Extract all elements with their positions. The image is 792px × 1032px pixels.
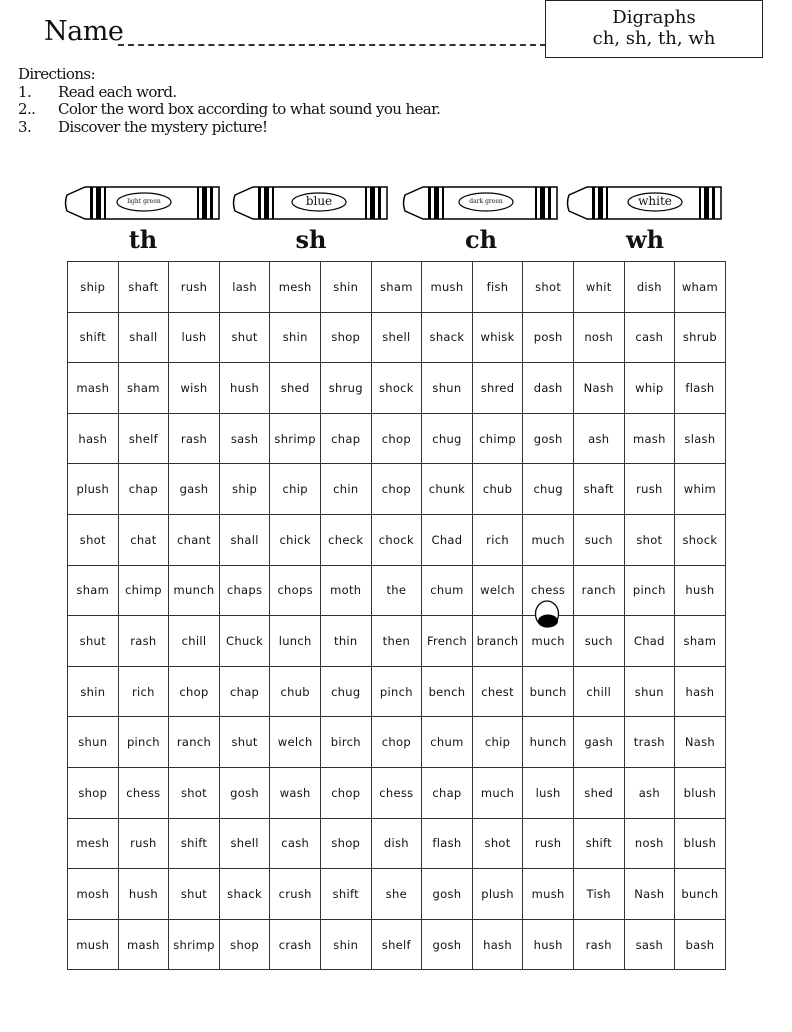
word-box[interactable]: bunch	[523, 666, 574, 717]
word-box[interactable]: wham	[675, 262, 726, 313]
word-box[interactable]: chug	[523, 464, 574, 515]
word-box[interactable]: rush	[523, 818, 574, 869]
word-box[interactable]: whit	[573, 262, 624, 313]
word-box[interactable]: chimp	[472, 413, 523, 464]
word-box[interactable]: ship	[219, 464, 270, 515]
word-box[interactable]: shall	[118, 312, 169, 363]
word-box[interactable]: hush	[523, 919, 574, 970]
grid-row	[68, 464, 726, 515]
word-box[interactable]: shin	[270, 312, 321, 363]
crayon-key-th	[63, 185, 223, 255]
word-box[interactable]: Chad	[422, 514, 473, 565]
word-box[interactable]: shift	[169, 818, 220, 869]
word-box[interactable]: lunch	[270, 616, 321, 667]
word-box[interactable]: wash	[270, 767, 321, 818]
word-box[interactable]: chum	[422, 717, 473, 768]
word-box[interactable]: mash	[118, 919, 169, 970]
word-box[interactable]: bash	[675, 919, 726, 970]
grid-row	[68, 919, 726, 970]
crayon-color-label: white	[638, 194, 672, 208]
word-box[interactable]: chap	[320, 413, 371, 464]
direction-step	[18, 84, 440, 102]
title-line-1: Digraphs	[612, 7, 696, 28]
word-box[interactable]: shell	[219, 818, 270, 869]
grid-row	[68, 869, 726, 920]
word-box[interactable]: mush	[422, 262, 473, 313]
word-box[interactable]: shot	[523, 262, 574, 313]
crayon-color-label: blue	[305, 194, 333, 208]
word-box[interactable]: mash	[68, 363, 119, 414]
word-box[interactable]: whisk	[472, 312, 523, 363]
word-box[interactable]: ranch	[169, 717, 220, 768]
directions-heading: Directions:	[18, 65, 95, 83]
word-box[interactable]: hash	[472, 919, 523, 970]
word-box[interactable]: chock	[371, 514, 422, 565]
word-box[interactable]: sham	[371, 262, 422, 313]
digraph-label: wh	[625, 225, 665, 254]
digraph-label: ch	[464, 225, 498, 254]
digraph-label: sh	[295, 225, 327, 254]
word-box[interactable]: hash	[675, 666, 726, 717]
word-grid	[67, 261, 726, 970]
direction-step	[18, 119, 440, 137]
step-text: Read each word.	[58, 82, 177, 101]
word-box[interactable]: pinch	[118, 717, 169, 768]
word-box[interactable]: such	[573, 514, 624, 565]
word-box[interactable]: shift	[573, 818, 624, 869]
step-text: Discover the mystery picture!	[58, 117, 268, 136]
name-label: Name	[44, 16, 124, 47]
word-box[interactable]: trash	[624, 717, 675, 768]
word-box[interactable]: gash	[573, 717, 624, 768]
word-box[interactable]: shack	[422, 312, 473, 363]
word-box[interactable]: cash	[270, 818, 321, 869]
word-box[interactable]: shin	[320, 262, 371, 313]
word-box[interactable]: chub	[472, 464, 523, 515]
word-box[interactable]: hush	[118, 869, 169, 920]
grid-row	[68, 717, 726, 768]
word-box[interactable]: moth	[320, 565, 371, 616]
grid-row	[68, 312, 726, 363]
grid-row	[68, 666, 726, 717]
word-box[interactable]: plush	[68, 464, 119, 515]
word-box[interactable]: slash	[675, 413, 726, 464]
word-box[interactable]: Tish	[573, 869, 624, 920]
word-box[interactable]: dish	[624, 262, 675, 313]
word-box[interactable]: shaft	[118, 262, 169, 313]
word-box[interactable]: shot	[169, 767, 220, 818]
word-box[interactable]: chap	[422, 767, 473, 818]
word-box[interactable]: chill	[169, 616, 220, 667]
word-box[interactable]: hush	[219, 363, 270, 414]
word-box[interactable]: mosh	[68, 869, 119, 920]
word-box[interactable]: flash	[422, 818, 473, 869]
word-box[interactable]: rich	[118, 666, 169, 717]
word-box[interactable]: ash	[573, 413, 624, 464]
word-box[interactable]: plush	[472, 869, 523, 920]
word-box[interactable]: French	[422, 616, 473, 667]
word-box[interactable]: shred	[472, 363, 523, 414]
word-box[interactable]: shrimp	[270, 413, 321, 464]
word-box[interactable]: Nash	[675, 717, 726, 768]
word-box[interactable]: chop	[169, 666, 220, 717]
word-box[interactable]: sash	[624, 919, 675, 970]
word-box[interactable]: nosh	[573, 312, 624, 363]
word-box[interactable]: rush	[169, 262, 220, 313]
word-box[interactable]: ship	[68, 262, 119, 313]
word-box[interactable]: rash	[573, 919, 624, 970]
word-box[interactable]: shut	[68, 616, 119, 667]
word-box[interactable]: rash	[169, 413, 220, 464]
direction-step	[18, 101, 440, 119]
mouse-cursor-icon	[534, 600, 560, 630]
word-box[interactable]: sham	[68, 565, 119, 616]
word-box[interactable]: fish	[472, 262, 523, 313]
word-box[interactable]: shrub	[675, 312, 726, 363]
word-box[interactable]: lush	[169, 312, 220, 363]
word-box[interactable]: shop	[68, 767, 119, 818]
crayon-key-sh	[231, 185, 391, 255]
step-number: 3.	[18, 117, 32, 136]
word-box[interactable]: flash	[675, 363, 726, 414]
word-box[interactable]: welch	[472, 565, 523, 616]
word-box[interactable]: chaps	[219, 565, 270, 616]
word-box[interactable]: mash	[624, 413, 675, 464]
word-box[interactable]: thin	[320, 616, 371, 667]
word-box[interactable]: bench	[422, 666, 473, 717]
word-box[interactable]: mush	[68, 919, 119, 970]
word-box[interactable]: pinch	[624, 565, 675, 616]
word-box[interactable]: chess	[371, 767, 422, 818]
word-box[interactable]: chip	[270, 464, 321, 515]
grid-row	[68, 767, 726, 818]
word-box[interactable]: sham	[118, 363, 169, 414]
word-box[interactable]: hush	[675, 565, 726, 616]
step-number: 2..	[18, 100, 36, 118]
grid-row	[68, 514, 726, 565]
word-box[interactable]: chest	[472, 666, 523, 717]
word-box[interactable]: shot	[68, 514, 119, 565]
grid-row	[68, 565, 726, 616]
word-box[interactable]: shift	[68, 312, 119, 363]
word-box[interactable]: much	[523, 616, 574, 667]
word-box[interactable]: Nash	[573, 363, 624, 414]
word-box[interactable]: hunch	[523, 717, 574, 768]
word-box[interactable]: hash	[68, 413, 119, 464]
word-box[interactable]: shrimp	[169, 919, 220, 970]
word-box[interactable]: chug	[320, 666, 371, 717]
word-box[interactable]: lash	[219, 262, 270, 313]
word-box[interactable]: shut	[169, 869, 220, 920]
word-box[interactable]: chop	[320, 767, 371, 818]
word-box[interactable]: branch	[472, 616, 523, 667]
step-number: 1.	[18, 82, 32, 101]
word-box[interactable]: then	[371, 616, 422, 667]
grid-row	[68, 262, 726, 313]
word-box[interactable]: shop	[320, 312, 371, 363]
word-box[interactable]: ash	[624, 767, 675, 818]
word-box[interactable]: shun	[624, 666, 675, 717]
word-box[interactable]: shed	[270, 363, 321, 414]
word-box[interactable]: shut	[219, 717, 270, 768]
word-box[interactable]: chunk	[422, 464, 473, 515]
word-box[interactable]: chops	[270, 565, 321, 616]
word-box[interactable]: pinch	[371, 666, 422, 717]
word-box[interactable]: chess	[118, 767, 169, 818]
word-box[interactable]: shed	[573, 767, 624, 818]
word-box[interactable]: cash	[624, 312, 675, 363]
word-box[interactable]: shift	[320, 869, 371, 920]
grid-row	[68, 413, 726, 464]
word-box[interactable]: much	[472, 767, 523, 818]
title-line-2: ch, sh, th, wh	[592, 28, 716, 49]
word-box[interactable]: chug	[422, 413, 473, 464]
word-box[interactable]: Chad	[624, 616, 675, 667]
word-box[interactable]: shack	[219, 869, 270, 920]
word-box[interactable]: nosh	[624, 818, 675, 869]
word-box[interactable]: shell	[371, 312, 422, 363]
word-box[interactable]: shop	[219, 919, 270, 970]
word-box[interactable]: chub	[270, 666, 321, 717]
word-box[interactable]: blush	[675, 818, 726, 869]
name-blank-line[interactable]	[118, 44, 546, 46]
word-box[interactable]: chop	[371, 413, 422, 464]
word-box[interactable]: wish	[169, 363, 220, 414]
word-box[interactable]: sash	[219, 413, 270, 464]
word-box[interactable]: chap	[219, 666, 270, 717]
word-box[interactable]: chum	[422, 565, 473, 616]
word-box[interactable]: whim	[675, 464, 726, 515]
word-box[interactable]: shot	[472, 818, 523, 869]
word-box[interactable]: mesh	[270, 262, 321, 313]
word-box[interactable]: shin	[320, 919, 371, 970]
word-box[interactable]: shop	[320, 818, 371, 869]
word-box[interactable]: birch	[320, 717, 371, 768]
word-box[interactable]: shot	[624, 514, 675, 565]
word-box[interactable]: posh	[523, 312, 574, 363]
word-box[interactable]: much	[523, 514, 574, 565]
word-box[interactable]: shin	[68, 666, 119, 717]
digraph-label: th	[128, 225, 158, 254]
crayon-key-ch	[401, 185, 561, 255]
crayon-color-label: light green	[127, 198, 161, 205]
word-box[interactable]: gosh	[422, 919, 473, 970]
word-box[interactable]: chill	[573, 666, 624, 717]
word-box[interactable]: bunch	[675, 869, 726, 920]
word-box[interactable]: shun	[68, 717, 119, 768]
word-box[interactable]: such	[573, 616, 624, 667]
grid-row	[68, 616, 726, 667]
word-box[interactable]: shock	[675, 514, 726, 565]
word-box[interactable]: shall	[219, 514, 270, 565]
word-box[interactable]: gosh	[523, 413, 574, 464]
word-box[interactable]: shrug	[320, 363, 371, 414]
word-box[interactable]: whip	[624, 363, 675, 414]
word-box[interactable]: shaft	[573, 464, 624, 515]
crayon-key-wh	[565, 185, 725, 255]
grid-row	[68, 818, 726, 869]
word-box[interactable]: she	[371, 869, 422, 920]
word-box[interactable]: gash	[169, 464, 220, 515]
word-box[interactable]: gosh	[422, 869, 473, 920]
word-box[interactable]: rush	[118, 818, 169, 869]
word-box[interactable]: chick	[270, 514, 321, 565]
word-box[interactable]: rich	[472, 514, 523, 565]
word-box[interactable]: chat	[118, 514, 169, 565]
word-box[interactable]: shock	[371, 363, 422, 414]
directions	[18, 66, 440, 136]
word-box[interactable]: chap	[118, 464, 169, 515]
word-box[interactable]: chip	[472, 717, 523, 768]
word-box[interactable]: shelf	[371, 919, 422, 970]
word-box[interactable]: blush	[675, 767, 726, 818]
word-box[interactable]: Chuck	[219, 616, 270, 667]
word-box[interactable]: lush	[523, 767, 574, 818]
word-box[interactable]: chop	[371, 717, 422, 768]
word-box[interactable]: crush	[270, 869, 321, 920]
word-box[interactable]: chop	[371, 464, 422, 515]
step-text: Color the word box according to what sound you hear.	[58, 100, 441, 118]
color-key	[63, 185, 725, 255]
worksheet-title-box	[545, 0, 763, 58]
crayon-color-label: dark green	[469, 198, 503, 205]
word-box[interactable]: dash	[523, 363, 574, 414]
word-box[interactable]: chess	[523, 565, 574, 616]
word-box[interactable]: rush	[624, 464, 675, 515]
word-box[interactable]: mesh	[68, 818, 119, 869]
word-box[interactable]: Nash	[624, 869, 675, 920]
word-box[interactable]: rash	[118, 616, 169, 667]
word-box[interactable]: chimp	[118, 565, 169, 616]
word-box[interactable]: crash	[270, 919, 321, 970]
grid-row	[68, 363, 726, 414]
word-box[interactable]: ranch	[573, 565, 624, 616]
word-box[interactable]: welch	[270, 717, 321, 768]
word-box[interactable]: dish	[371, 818, 422, 869]
word-box[interactable]: chant	[169, 514, 220, 565]
word-box[interactable]: shelf	[118, 413, 169, 464]
word-box[interactable]: sham	[675, 616, 726, 667]
word-box[interactable]: shut	[219, 312, 270, 363]
word-box[interactable]: check	[320, 514, 371, 565]
word-box[interactable]: munch	[169, 565, 220, 616]
word-box[interactable]: chin	[320, 464, 371, 515]
word-box[interactable]: mush	[523, 869, 574, 920]
word-box[interactable]: gosh	[219, 767, 270, 818]
word-box[interactable]: the	[371, 565, 422, 616]
word-box[interactable]: shun	[422, 363, 473, 414]
